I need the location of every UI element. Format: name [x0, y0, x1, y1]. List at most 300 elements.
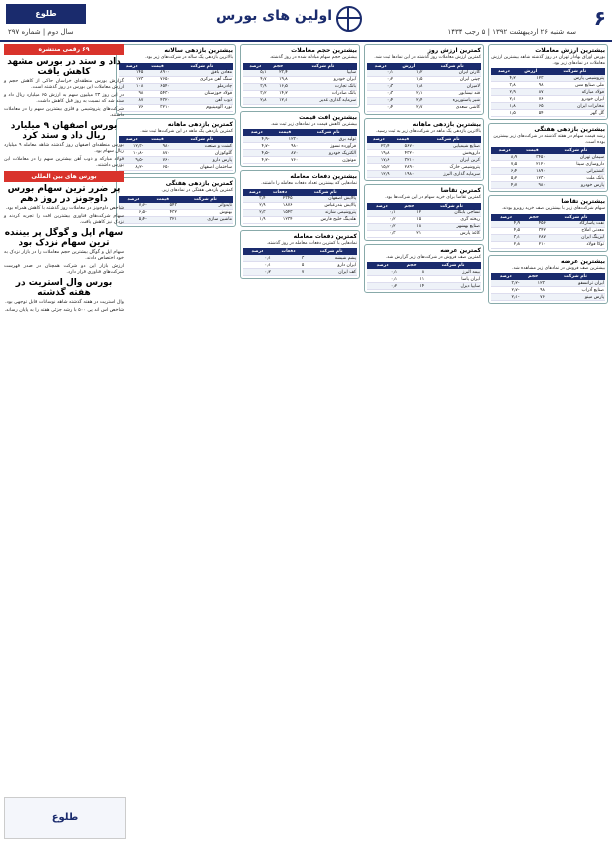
- table-cell: -۱۰٫۸: [119, 150, 144, 157]
- stat-table: [243, 129, 357, 164]
- table-cell: ۱۲۳۰: [270, 136, 299, 143]
- table-cell: ۶۵۴۰: [144, 83, 171, 90]
- table-row: [491, 234, 605, 241]
- side-box2-text: فولاد مبارکه و ذوب آهن بیشترین سهم را در معاملات این بورس داشتند.: [4, 157, 124, 168]
- stat-box: [240, 230, 360, 280]
- table-cell: -۶٫۵: [119, 209, 148, 216]
- table-cell: تایدواتر: [178, 203, 233, 210]
- table-cell: سرمایه گذاری البرز: [415, 171, 481, 178]
- table-cell: پشم شیشه: [305, 255, 357, 262]
- table-cell: کشتیرانی: [547, 168, 605, 175]
- table-header: نام شرکت: [422, 203, 481, 210]
- table-row: [491, 227, 605, 234]
- table-row: [491, 182, 605, 189]
- table-cell: ۵۴: [517, 110, 545, 117]
- table-header: درصد: [491, 273, 520, 280]
- table-header: نام شرکت: [415, 136, 481, 143]
- stat-box-text: رشد قیمت سهام در هفته گذشته در شرکت‌های زیر بیشترین بوده است.: [493, 134, 605, 145]
- table-header: درصد: [243, 63, 268, 70]
- table-row: [367, 97, 481, 104]
- table-cell: سایپا دیزل: [425, 283, 481, 290]
- table-header: درصد: [491, 68, 517, 75]
- table-row: [491, 110, 605, 117]
- table-cell: نفت پاسارگاد: [547, 221, 605, 228]
- table-cell: بانک ملت: [547, 175, 605, 182]
- table-row: [243, 157, 357, 164]
- table-row: [367, 150, 481, 157]
- stat-table: [119, 196, 233, 224]
- table-cell: ۱٫۲: [394, 70, 423, 77]
- table-cell: ۰٫۲: [367, 216, 397, 223]
- table-cell: ۳٫۲: [243, 90, 268, 97]
- date-line: سه شنبه ۲۶ اردیبهشت ۱۳۹۲ | ۵ رجب ۱۴۳۴: [447, 28, 576, 36]
- table-cell: ۹۸۰: [518, 182, 547, 189]
- side-box1-text: گزارش بورس منطقه‌ای خراسان حاکی از کاهش حجم و ارزش معاملات این بورس در روز گذشته است.: [4, 79, 124, 90]
- page-header: [0, 0, 612, 42]
- table-header: درصد: [367, 63, 394, 70]
- table-cell: ساختمان اصفهان: [171, 164, 233, 171]
- table-cell: ۳٫۸: [491, 82, 517, 89]
- table-header: درصد: [243, 129, 270, 136]
- stat-box: [488, 195, 608, 252]
- table-cell: قند نیشابور: [423, 90, 481, 97]
- table-cell: ۲٫۸: [243, 97, 268, 104]
- table-cell: ۰٫۲: [367, 283, 398, 290]
- table-cell: ۸۷۰: [144, 150, 171, 157]
- table-cell: ۰٫۲: [367, 223, 397, 230]
- stat-box-text: بالاترین بازدهی یک ساله در شرکت‌های زیر بود.: [145, 55, 233, 60]
- table-header: نام شرکت: [171, 63, 233, 70]
- stat-table: [367, 63, 481, 112]
- table-header: دفعات: [266, 189, 293, 196]
- table-cell: ۰٫۱: [367, 269, 398, 276]
- table-cell: ۱۲۳: [119, 76, 144, 83]
- side-box3-title: پر ضرر ترین سهام بورس داوجونز در روز دهم: [7, 184, 121, 204]
- table-cell: ۱۸۷۶: [266, 202, 293, 209]
- table-cell: پارس خودرو: [547, 182, 605, 189]
- stat-box-title: بیشترین تقاضا: [561, 198, 605, 205]
- table-cell: ۱۲۳: [517, 75, 545, 82]
- stat-box-text: بالاترین بازدهی یک ماهه در شرکت‌های زیر به ثبت رسید.: [375, 128, 481, 134]
- stat-box: [364, 118, 484, 182]
- table-row: [243, 262, 357, 269]
- table-cell: بانک تجارت: [289, 83, 357, 90]
- table-cell: ۹۸۰: [270, 143, 299, 150]
- stat-box-title: بیشترین عرضه: [561, 257, 605, 265]
- table-cell: ۴۵۶: [521, 221, 547, 228]
- table-cell: چینی ایران: [423, 76, 481, 83]
- table-row: [491, 103, 605, 110]
- table-cell: ۳۲۱: [148, 216, 178, 223]
- table-cell: ۰٫۳: [367, 90, 394, 97]
- table-cell: -۴٫۹: [243, 136, 270, 143]
- table-cell: ۵۴۳۰: [144, 90, 171, 97]
- table-row: [491, 294, 605, 301]
- table-cell: سرمایه گذاری غدیر: [289, 97, 357, 104]
- table-header: قیمت: [270, 129, 299, 136]
- table-row: [243, 143, 357, 150]
- table-cell: فولاد خوزستان: [171, 90, 233, 97]
- table-cell: توکا فولاد: [547, 241, 605, 248]
- table-cell: -۷٫۶: [119, 203, 148, 210]
- stat-box: [240, 170, 360, 227]
- table-cell: پتروشیمی شازند: [294, 209, 357, 216]
- table-cell: ۱۵٫۲: [367, 164, 391, 171]
- stat-box-text: کمترین ارزش معاملات روز گذشته در این نمادها ثبت شد.: [374, 55, 481, 60]
- stat-box: [116, 118, 236, 175]
- table-row: [367, 164, 481, 171]
- table-header: نام شرکت: [289, 63, 357, 70]
- table-cell: ۱۴٫۲: [268, 90, 289, 97]
- stat-box-title: کمترین بازدهی هفتگی: [165, 180, 233, 187]
- table-cell: کشت و صنعت: [171, 143, 233, 150]
- table-row: [119, 209, 233, 216]
- table-cell: ۵۶۷۰: [391, 143, 416, 150]
- side-box5-text: وال استریت در هفته گذشته شاهد نوسانات قابل توجهی بود.: [5, 300, 124, 305]
- table-row: [491, 241, 605, 248]
- table-cell: کارتن ایران: [423, 70, 481, 77]
- table-cell: صنایع شیمیایی: [415, 143, 481, 150]
- table-cell: ۱۹۸۰: [391, 171, 416, 178]
- table-cell: ۲٫۹: [491, 89, 517, 96]
- table-cell: گلوکوزان: [171, 150, 233, 157]
- table-cell: ایران خودرو: [545, 96, 605, 103]
- side-box5-text: شاخص اس اند پی ۵۰۰ با رشد جزئی هفته را به پایان رساند.: [4, 308, 124, 313]
- table-cell: ۱۹٫۸: [268, 76, 289, 83]
- table-cell: سنگ آهن مرکزی: [171, 76, 233, 83]
- table-header: درصد: [243, 189, 266, 196]
- table-cell: ۱۲: [397, 210, 423, 217]
- issue-line: سال دوم | شماره ۲۹۷: [8, 28, 74, 36]
- table-header: نام شرکت: [305, 248, 357, 255]
- table-cell: لامیران: [423, 83, 481, 90]
- table-cell: ۸۷: [119, 97, 144, 104]
- table-cell: ۱۷٫۶: [367, 157, 391, 164]
- table-row: [119, 164, 233, 171]
- side-box4-text: سهام اپل و گوگل بیشترین حجم معاملات را در بازار نزدک به خود اختصاص دادند.: [4, 250, 124, 261]
- table-cell: ۷۶: [119, 104, 144, 111]
- table-header: حجم: [268, 63, 289, 70]
- table-cell: ۰٫۲: [367, 76, 394, 83]
- stat-box-text: بیشترین صف فروش در نمادهای زیر مشاهده شد.: [512, 265, 605, 271]
- table-header: درصد: [491, 214, 521, 221]
- table-cell: -۳٫۲: [491, 280, 520, 287]
- table-cell: ۰٫۴: [367, 104, 394, 111]
- table-cell: ۵: [272, 262, 305, 269]
- column-2: [364, 44, 484, 841]
- table-cell: ایران دارو: [305, 262, 357, 269]
- table-row: [491, 168, 605, 175]
- table-cell: ۵۴۳: [148, 203, 178, 210]
- table-row: [491, 89, 605, 96]
- table-cell: ماشین سازی: [178, 216, 233, 223]
- table-row: [243, 90, 357, 97]
- table-cell: ۹۸: [520, 287, 546, 294]
- stat-table: [491, 147, 605, 189]
- table-cell: داروپخش: [415, 150, 481, 157]
- stat-box-text: کمترین صف فروش در شرکت‌های زیر گزارش شد.: [385, 254, 481, 260]
- table-row: [367, 276, 481, 283]
- table-cell: ۲۱۰: [521, 241, 547, 248]
- table-header: نام شرکت: [545, 68, 605, 75]
- table-cell: فرآورده نسوز: [299, 143, 357, 150]
- table-cell: پالایش اصفهان: [294, 196, 357, 203]
- table-cell: ۱۱: [398, 276, 425, 283]
- table-cell: ۱۴۵: [119, 70, 144, 77]
- column-4: [116, 44, 236, 841]
- table-cell: ۰٫۱: [367, 70, 394, 77]
- side-box1-title: داد و ستد در بورس مشهد کاهش یافت: [7, 57, 121, 77]
- table-header: نام شرکت: [547, 214, 605, 221]
- table-cell: -۲٫۷: [491, 287, 520, 294]
- table-cell: ۸۹۰۰: [144, 70, 171, 77]
- table-row: [367, 230, 481, 237]
- table-cell: ۳۴۲: [521, 227, 547, 234]
- table-cell: سیمان تهران: [547, 154, 605, 161]
- table-cell: ۲۱۲۰: [518, 161, 547, 168]
- table-header: نام شرکت: [425, 262, 481, 269]
- table-cell: ۲۳۴۵: [266, 196, 293, 203]
- table-cell: ۰٫۱: [243, 262, 272, 269]
- table-cell: ۲٫۱: [394, 90, 423, 97]
- stat-table: [491, 68, 605, 117]
- side-box1-label: ۶۹ رقمی منتشره: [4, 44, 124, 55]
- table-cell: ۴٫۹: [491, 221, 521, 228]
- table-cell: ۷۶۵۰: [144, 76, 171, 83]
- stat-table: [491, 214, 605, 249]
- table-cell: ۲۳٫۴: [367, 143, 391, 150]
- table-cell: ۱۲۳: [520, 280, 546, 287]
- side-box3-text: شاخص داوجونز در معاملات روز گذشته با کاهش همراه بود.: [5, 206, 124, 211]
- stat-box: [488, 123, 608, 192]
- table-cell: پتروشیمی خارک: [415, 164, 481, 171]
- table-cell: -۴٫۲: [243, 157, 270, 164]
- table-cell: ۱٫۸: [394, 83, 423, 90]
- table-cell: مخابرات ایران: [545, 103, 605, 110]
- table-row: [367, 223, 481, 230]
- table-row: [367, 171, 481, 178]
- table-cell: ۷: [272, 269, 305, 276]
- table-cell: فولاد مبارکه: [545, 89, 605, 96]
- table-row: [243, 150, 357, 157]
- stat-table: [243, 63, 357, 105]
- stat-box-title: بیشترین دفعات معامله: [290, 173, 357, 180]
- table-cell: ۱٫۸: [491, 103, 517, 110]
- table-cell: ۳۴۵۰: [518, 154, 547, 161]
- table-row: [243, 202, 357, 209]
- table-cell: کف ایران: [305, 269, 357, 276]
- table-cell: هلدینگ خلیج فارس: [294, 216, 357, 223]
- table-row: [243, 209, 357, 216]
- table-row: [119, 97, 233, 104]
- side-box4-title: سهام اپل و گوگل پر بیننده ترین سهام نزدک بود: [4, 228, 124, 248]
- table-header: درصد: [119, 63, 144, 70]
- stat-table: [119, 63, 233, 112]
- stat-box: [488, 255, 608, 305]
- table-header: نام شرکت: [294, 189, 357, 196]
- table-cell: ۳٫۴: [243, 196, 266, 203]
- table-cell: ۱۸: [397, 223, 423, 230]
- table-header: قیمت: [518, 147, 547, 154]
- table-header: نام شرکت: [171, 136, 233, 143]
- table-cell: ۷۶۰: [270, 157, 299, 164]
- table-cell: معادن بافق: [171, 70, 233, 77]
- table-cell: ۲٫۷: [394, 104, 423, 111]
- table-cell: پتروشیمی پارس: [545, 75, 605, 82]
- table-cell: تولید برق: [299, 136, 357, 143]
- table-cell: ۱٫۵: [394, 76, 423, 83]
- table-cell: -۹٫۵: [119, 157, 144, 164]
- table-cell: ۵٫۱: [243, 70, 268, 77]
- table-row: [491, 96, 605, 103]
- table-cell: ۱٫۹: [243, 216, 266, 223]
- table-cell: ۱۹٫۸: [367, 150, 391, 157]
- table-row: [119, 150, 233, 157]
- stat-box: [364, 184, 484, 241]
- stat-box-text: بورس اوراق بهادار تهران در روز گذشته شاهد بیشترین ارزش معاملات در نمادهای زیر بود.: [491, 55, 605, 66]
- table-header: نام شرکت: [299, 129, 357, 136]
- stat-box-text: کمترین تقاضا برای خرید سهام در این شرکت‌ها بود.: [385, 195, 481, 200]
- table-cell: موتوژن: [299, 157, 357, 164]
- table-cell: -۴٫۵: [243, 150, 270, 157]
- table-cell: ۳٫۹: [243, 83, 268, 90]
- table-cell: ۸۷: [517, 89, 545, 96]
- table-cell: ۰٫۱: [367, 276, 398, 283]
- table-header: حجم: [521, 214, 547, 221]
- table-cell: ۲٫۹: [243, 202, 266, 209]
- table-cell: ایران یاسا: [425, 276, 481, 283]
- table-cell: ۲۸۹۰: [391, 164, 416, 171]
- page-number: ۶: [593, 6, 606, 30]
- table-cell: ۴٫۵: [491, 227, 521, 234]
- table-row: [367, 283, 481, 290]
- table-cell: ۲٫۸: [491, 241, 521, 248]
- table-row: [367, 90, 481, 97]
- table-cell: ۰٫۱: [243, 255, 272, 262]
- table-cell: ۳: [272, 255, 305, 262]
- stat-box-text: نمادهایی که بیشترین تعداد دفعات معامله را داشتند.: [261, 181, 357, 186]
- table-cell: ۲٫۱: [491, 96, 517, 103]
- table-cell: ایران ترانسفو: [546, 280, 605, 287]
- table-row: [119, 157, 233, 164]
- table-header: درصد: [367, 136, 391, 143]
- table-header: درصد: [243, 248, 272, 255]
- table-header: حجم: [398, 262, 425, 269]
- table-cell: ۱۴: [398, 283, 425, 290]
- table-cell: ۱۲٫۱: [268, 97, 289, 104]
- table-cell: ۴۳۲: [148, 209, 178, 216]
- table-row: [243, 269, 357, 276]
- stat-box-title: کمترین دفعات معامله: [293, 232, 357, 240]
- table-header: ارزش: [394, 63, 423, 70]
- table-cell: سایپا: [289, 70, 357, 77]
- table-header: درصد: [119, 196, 148, 203]
- stat-box-title: بیشترین بازدهی ماهانه: [412, 120, 481, 128]
- stat-table: [119, 136, 233, 171]
- side-box1-text: در این روز ۲۳ میلیون سهم به ارزش ۶۵ میلیارد ریال داد و ستد شد که نسبت به روز قبل کاهش داشت.: [4, 93, 125, 104]
- table-cell: ۰٫۴: [367, 97, 394, 104]
- table-cell: ۰٫۳: [367, 83, 394, 90]
- table-header: نام شرکت: [423, 63, 481, 70]
- table-cell: شیر پاستوریزه: [423, 97, 481, 104]
- table-header: قیمت: [144, 63, 171, 70]
- table-header: درصد: [491, 147, 518, 154]
- stat-table: [367, 203, 481, 238]
- table-cell: ۰٫۱: [367, 210, 397, 217]
- stat-box-title: بیشترین بازدهی هفتگی: [534, 126, 605, 133]
- table-header: حجم: [397, 203, 423, 210]
- table-header: قیمت: [391, 136, 416, 143]
- table-cell: ذوب آهن: [171, 97, 233, 104]
- stat-box-title: بیشترین افت قیمت: [299, 113, 357, 121]
- table-row: [119, 90, 233, 97]
- table-cell: ۱۵۴۳: [266, 209, 293, 216]
- newspaper-logo: طلوع: [6, 4, 86, 24]
- table-cell: ۸٫۹: [491, 154, 518, 161]
- side-box3-label: بورس های بین المللی: [4, 171, 124, 182]
- table-cell: کاشی سعدی: [423, 104, 481, 111]
- table-cell: پالایش بندرعباس: [294, 202, 357, 209]
- table-row: [367, 76, 481, 83]
- advertisement[interactable]: طلوع: [4, 797, 126, 839]
- table-cell: صنایع آذراب: [546, 287, 605, 294]
- table-cell: ۷۶۰: [144, 157, 171, 164]
- table-cell: ۸۷۰: [270, 150, 299, 157]
- stat-box-text: نمادهایی با کمترین دفعات معامله در روز گذشته.: [266, 240, 357, 246]
- stat-box-text: سهام شرکت‌های زیر با بیشترین صف خرید روبرو بودند.: [501, 206, 605, 211]
- stat-box-title: بیشترین ارزش معاملات: [535, 47, 605, 54]
- table-cell: صنایع بهشهر: [422, 223, 481, 230]
- side-box3-text: سهام شرکت‌های فناوری بیشترین افت را تجربه کردند و نزدک نیز کاهش یافت.: [4, 214, 124, 225]
- table-header: نام شرکت: [178, 196, 233, 203]
- stat-box-text: کمترین بازدهی هفتگی در نمادهای زیر.: [161, 188, 233, 193]
- table-cell: داروسازی سینا: [547, 161, 605, 168]
- table-cell: -۴٫۷: [243, 143, 270, 150]
- side-box2-text: بورس منطقه‌ای اصفهان روز گذشته شاهد معامله ۹ میلیارد ریال سهام بود.: [4, 143, 124, 154]
- table-row: [119, 216, 233, 223]
- globe-icon: [336, 6, 362, 32]
- stat-box-text: بیشترین کاهش قیمت در نمادهای زیر ثبت شد.: [270, 121, 357, 127]
- table-cell: ۲۳٫۴: [268, 70, 289, 77]
- table-cell: ۱۲٫۹: [367, 171, 391, 178]
- stat-box-title: بیشترین بازدهی سالانه: [164, 47, 233, 54]
- table-cell: ۱۲۳۴: [266, 216, 293, 223]
- table-cell: ۱۶٫۵: [268, 83, 289, 90]
- table-cell: ۹۸۰: [144, 143, 171, 150]
- table-header: درصد: [119, 136, 144, 143]
- table-cell: ۲٫۳: [243, 209, 266, 216]
- table-cell: ۶٫۴: [491, 168, 518, 175]
- table-header: نام شرکت: [546, 273, 605, 280]
- table-header: نام شرکت: [547, 147, 605, 154]
- table-cell: ۳۲۱۰: [144, 104, 171, 111]
- stat-table: [367, 136, 481, 178]
- table-row: [243, 97, 357, 104]
- table-cell: ۴۳۲۰: [144, 97, 171, 104]
- table-cell: نورد آلومینیوم: [171, 104, 233, 111]
- table-header: قیمت: [144, 136, 171, 143]
- side-box5-title: بورس وال استریت در هفته گذشته: [15, 278, 113, 298]
- table-cell: ۴٫۷: [491, 182, 518, 189]
- table-cell: ۹۸: [517, 82, 545, 89]
- table-cell: -۸٫۲: [119, 164, 144, 171]
- table-cell: ۸: [398, 269, 425, 276]
- stat-table: [243, 189, 357, 224]
- table-cell: ۷۶: [517, 96, 545, 103]
- table-cell: ۴٫۷: [243, 76, 268, 83]
- table-cell: معدنی املاح: [547, 227, 605, 234]
- table-cell: ۳٫۱: [491, 234, 521, 241]
